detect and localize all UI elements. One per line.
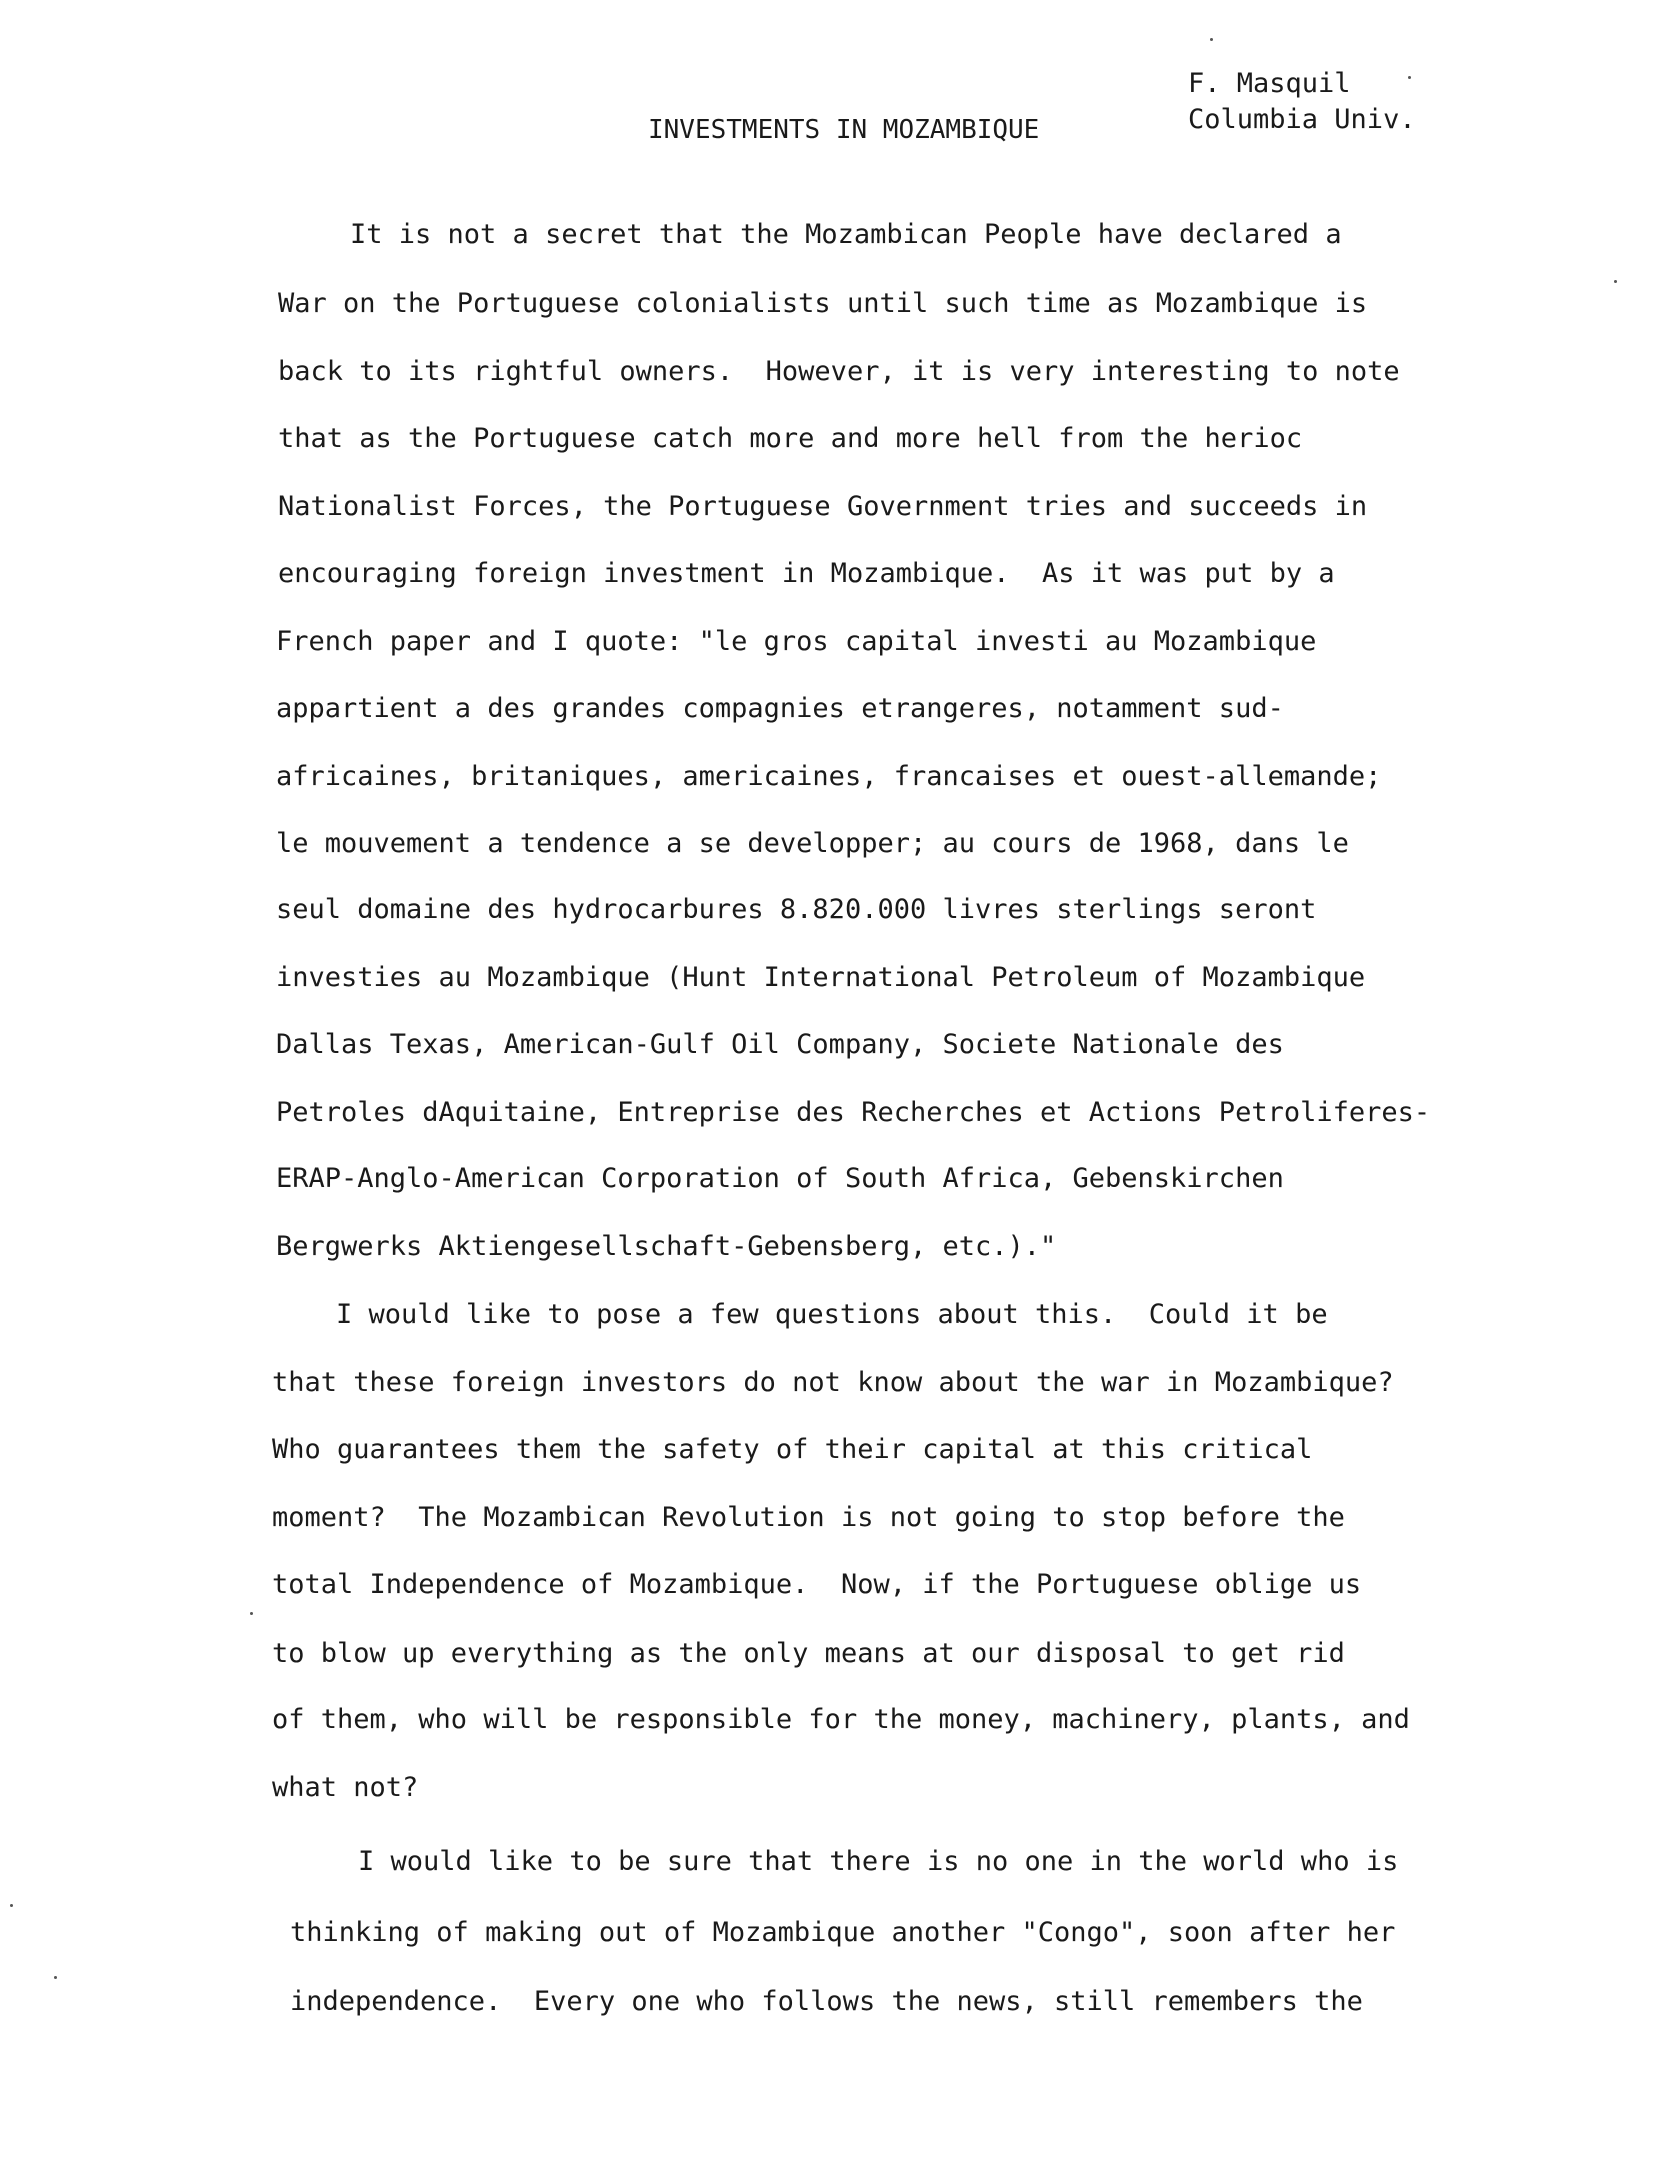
text-line: le mouvement a tendence a se developper; au cours de 1968, dans le	[276, 828, 1349, 859]
text-line: encouraging foreign investment in Mozambique. As it was put by a	[278, 558, 1335, 589]
text-line: ERAP-Anglo-American Corporation of South Africa, Gebenskirchen	[276, 1163, 1284, 1194]
scan-speck	[10, 1904, 13, 1907]
text-line: Who guarantees them the safety of their capital at this critical	[272, 1434, 1313, 1465]
author-affiliation: Columbia Univ.	[1188, 104, 1416, 135]
scan-speck	[250, 1612, 253, 1615]
text-line: total Independence of Mozambique. Now, if the Portuguese oblige us	[272, 1569, 1362, 1600]
text-line: Petroles dAquitaine, Entreprise des Recherches et Actions Petroliferes-	[276, 1097, 1431, 1128]
text-line: to blow up everything as the only means at our disposal to get rid	[272, 1638, 1345, 1669]
text-line: seul domaine des hydrocarbures 8.820.000 livres sterlings seront	[276, 894, 1317, 925]
text-line: French paper and I quote: "le gros capital investi au Mozambique	[276, 626, 1317, 657]
text-line: Dallas Texas, American-Gulf Oil Company, Societe Nationale des	[276, 1029, 1284, 1060]
text-line: I would like to be sure that there is no one in the world who is	[358, 1846, 1399, 1877]
text-line: that these foreign investors do not know about the war in Mozambique?	[272, 1367, 1394, 1398]
author-name: F. Masquil	[1188, 68, 1351, 99]
scan-speck	[54, 1976, 57, 1979]
text-line: It is not a secret that the Mozambican People have declared a	[350, 219, 1342, 250]
text-line: that as the Portuguese catch more and more hell from the herioc	[278, 423, 1303, 454]
author-block	[1188, 66, 1416, 138]
scan-speck	[1614, 280, 1617, 283]
text-line: I would like to pose a few questions about this. Could it be	[336, 1299, 1328, 1330]
text-line: of them, who will be responsible for the money, machinery, plants, and	[272, 1704, 1410, 1735]
document-title: INVESTMENTS IN MOZAMBIQUE	[648, 115, 1040, 145]
text-line: independence. Every one who follows the news, still remembers the	[290, 1986, 1363, 2017]
text-line: Bergwerks Aktiengesellschaft-Gebensberg, etc.)."	[276, 1231, 1057, 1262]
scan-speck	[1408, 76, 1411, 79]
text-line: africaines, britaniques, americaines, francaises et ouest-allemande;	[276, 761, 1382, 792]
text-line: investies au Mozambique (Hunt International Petroleum of Mozambique	[276, 962, 1366, 993]
text-line: appartient a des grandes compagnies etrangeres, notamment sud-	[276, 693, 1284, 724]
scan-speck	[1210, 38, 1213, 41]
text-line: Nationalist Forces, the Portuguese Government tries and succeeds in	[278, 491, 1368, 522]
text-line: what not?	[272, 1772, 419, 1803]
text-line: back to its rightful owners. However, it is very interesting to note	[278, 356, 1400, 387]
text-line: thinking of making out of Mozambique another "Congo", soon after her	[290, 1917, 1396, 1948]
text-line: War on the Portuguese colonialists until such time as Mozambique is	[278, 288, 1368, 319]
text-line: moment? The Mozambican Revolution is not going to stop before the	[272, 1502, 1345, 1533]
